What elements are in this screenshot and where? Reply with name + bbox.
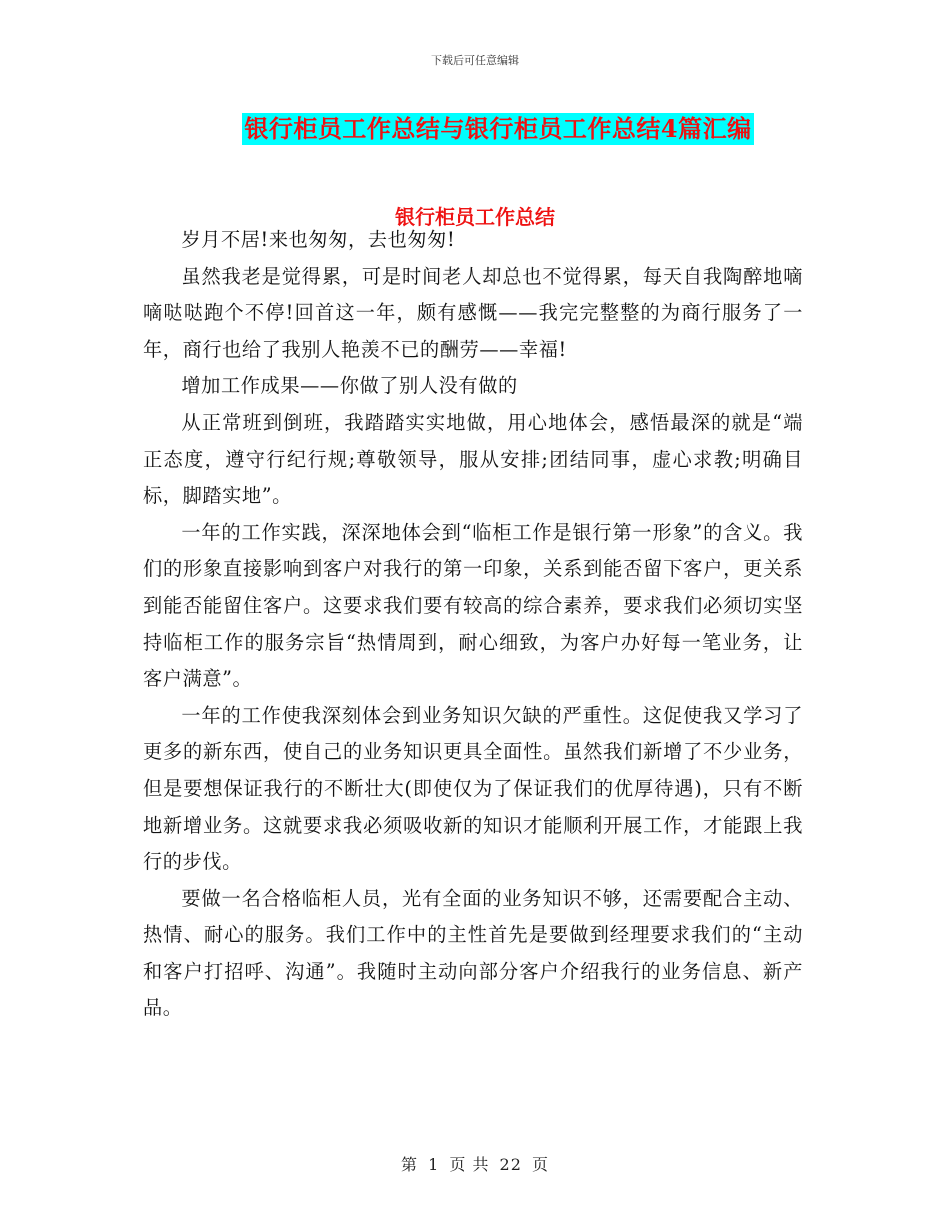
paragraph: 虽然我老是觉得累，可是时间老人却总也不觉得累，每天自我陶醉地嘀嘀哒哒跑个不停!回首这一年，颇有感慨——我完完整整的为商行服务了一年，商行也给了我别人艳羡不已的酬劳——幸福! — [143, 264, 803, 361]
main-title-wrap — [0, 113, 950, 145]
footer-page-number: 1 — [428, 1155, 440, 1174]
footer-mid: 页 共 — [449, 1155, 490, 1174]
page-footer — [0, 1154, 950, 1176]
header-note: 下载后可任意编辑 — [431, 54, 519, 67]
main-title: 银行柜员工作总结与银行柜员工作总结4篇汇编 — [244, 114, 752, 143]
section-title: 银行柜员工作总结 — [395, 205, 555, 229]
paragraph: 从正常班到倒班，我踏踏实实地做，用心地体会，感悟最深的就是“端正态度，遵守行纪行规;尊敬领导，服从安排;团结同事，虚心求教;明确目标，脚踏实地”。 — [143, 410, 803, 508]
paragraph: 一年的工作使我深刻体会到业务知识欠缺的严重性。这促使我又学习了更多的新东西，使自己的业务知识更具全面性。虽然我们新增了不少业务，但是要想保证我行的不断壮大(即使仅为了保证我们的优厚待遇)，只有不断地新增业务。这就要求我必须吸收新的知识才能顺利开展工作，才能跟上我行的步伐。 — [143, 703, 803, 874]
footer-suffix: 页 — [532, 1155, 550, 1174]
body-text — [143, 222, 803, 1027]
paragraph: 要做一名合格临柜人员，光有全面的业务知识不够，还需要配合主动、热情、耐心的服务。我们工作中的主性首先是要做到经理要求我们的“主动和客户打招呼、沟通”。我随时主动向部分客户介绍我行的业务信息、新产品。 — [143, 886, 803, 1020]
paragraph: 一年的工作实践，深深地体会到“临柜工作是银行第一形象”的含义。我们的形象直接影响到客户对我行的第一印象，关系到能否留下客户，更关系到能否能留住客户。这要求我们要有较高的综合素养，要求我们必须切实坚持临柜工作的服务宗旨“热情周到，耐心细致，为客户办好每一笔业务，让客户满意”。 — [143, 520, 803, 691]
footer-page-total: 22 — [499, 1155, 522, 1174]
footer-prefix: 第 — [400, 1155, 418, 1174]
paragraph: 岁月不居!来也匆匆，去也匆匆! — [181, 228, 456, 251]
paragraph: 增加工作成果——你做了别人没有做的 — [181, 374, 518, 398]
